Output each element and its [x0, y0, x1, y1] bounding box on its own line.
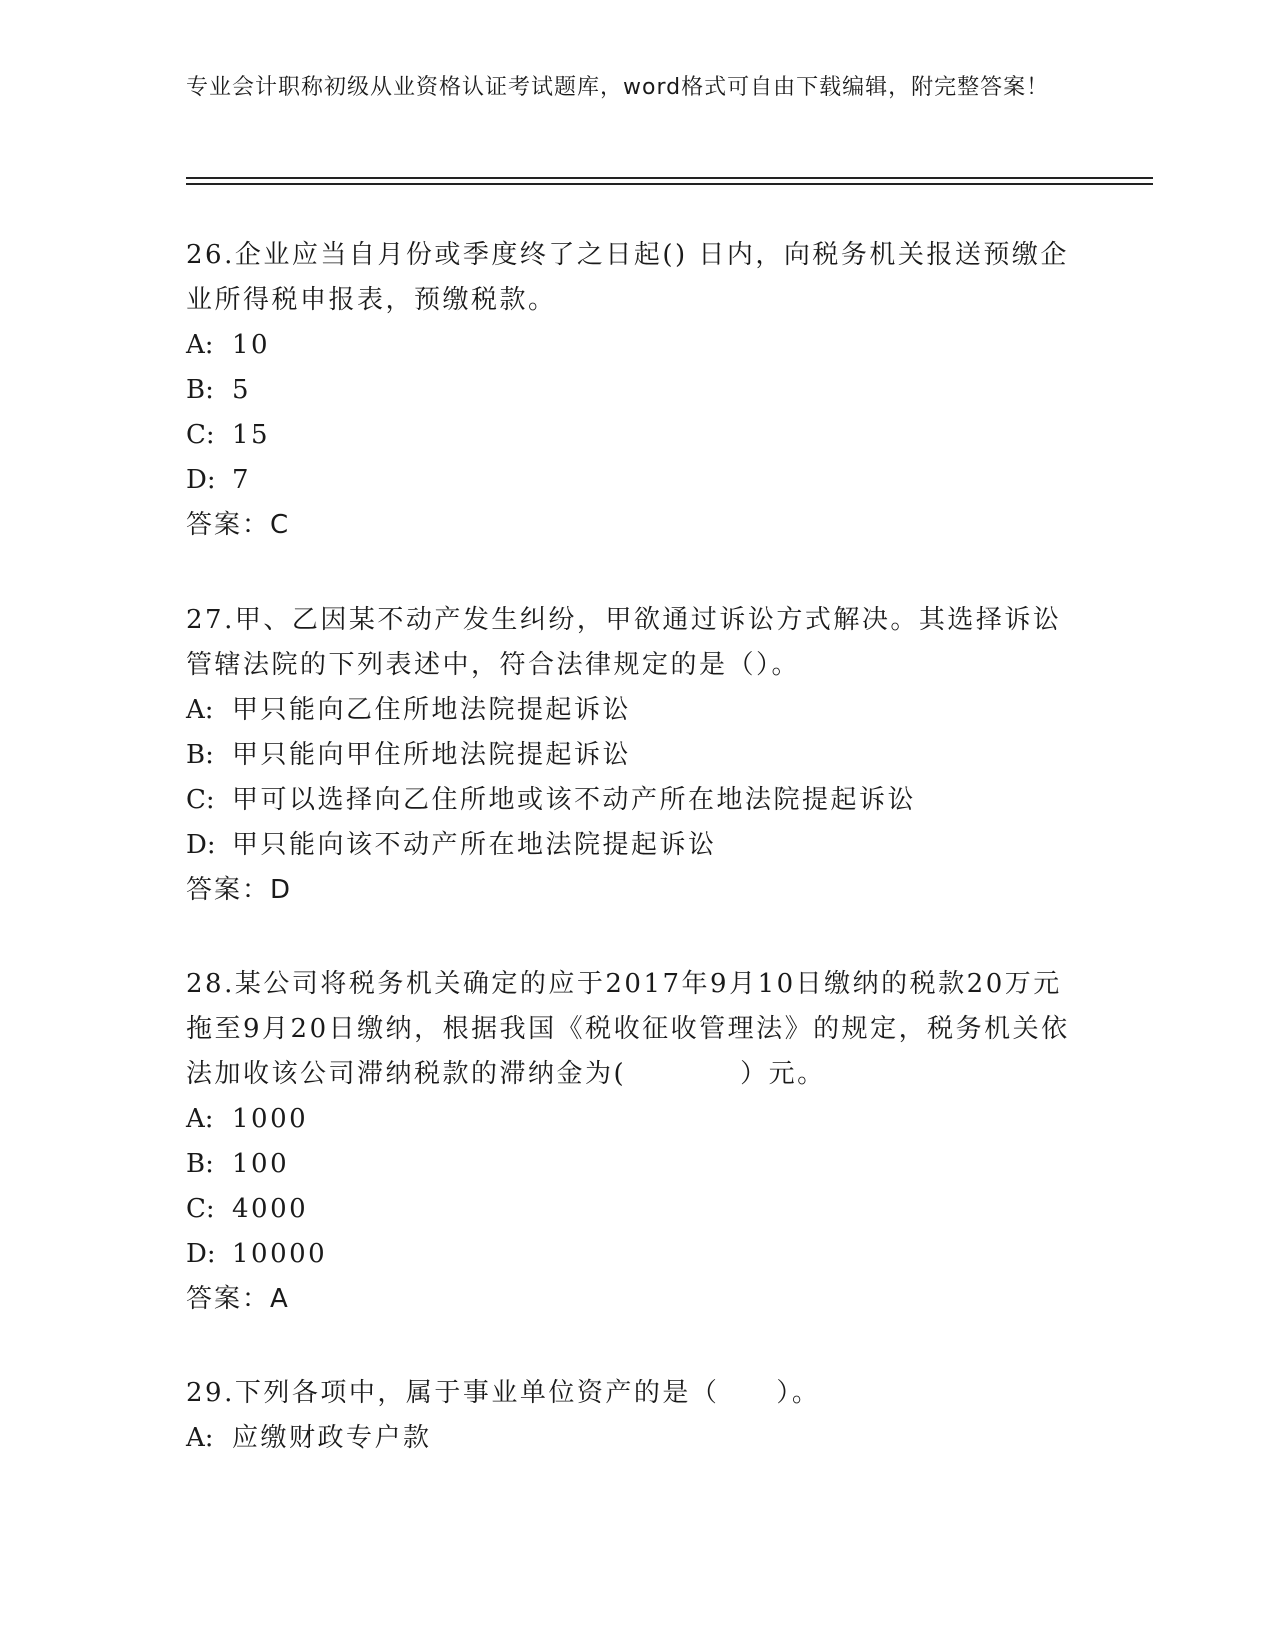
option-text: 4000: [232, 1194, 309, 1224]
header-rule-bottom: [186, 183, 1153, 185]
option-text: 100: [232, 1149, 290, 1179]
option-text: 5: [232, 375, 252, 405]
answer-label: 答案：: [186, 875, 271, 905]
option-a: [186, 1097, 1086, 1142]
option-c: [186, 413, 1086, 458]
option-b: [186, 733, 1086, 778]
question-text: 某公司将税务机关确定的应于2017年9月10日缴纳的税款20万元拖至9月20日缴纳，根据我国《税收征收管理法》的规定，税务机关依法加收该公司滞纳税款的滞纳金为( ）元。: [186, 969, 1070, 1089]
option-text: 1000: [232, 1104, 309, 1134]
option-text: 甲只能向乙住所地法院提起诉讼: [232, 695, 632, 725]
option-text: 15: [232, 420, 271, 450]
option-label: D:: [186, 465, 216, 495]
option-label: A:: [186, 1423, 214, 1453]
answer-label: 答案：: [186, 510, 271, 540]
option-d: [186, 1232, 1086, 1277]
answer-value: D: [270, 875, 291, 905]
option-text: 10: [232, 330, 271, 360]
option-label: A:: [186, 695, 214, 725]
question-29: [186, 1371, 1086, 1461]
header-rule-top: [186, 177, 1153, 179]
option-label: B:: [186, 375, 214, 405]
question-text: 甲、乙因某不动产发生纠纷，甲欲通过诉讼方式解决。其选择诉讼管辖法院的下列表述中，符合法律规定的是（）。: [186, 605, 1062, 680]
option-label: A:: [186, 1104, 214, 1134]
option-label: C:: [186, 1194, 215, 1224]
document-header: [186, 72, 1066, 104]
question-number: 27.: [186, 605, 235, 635]
question-text: 企业应当自月份或季度终了之日起() 日内，向税务机关报送预缴企业所得税申报表，预缴税款。: [186, 240, 1069, 315]
option-c: [186, 778, 1086, 823]
option-d: [186, 823, 1086, 868]
option-label: D:: [186, 830, 216, 860]
option-label: C:: [186, 785, 215, 815]
option-text: 甲可以选择向乙住所地或该不动产所在地法院提起诉讼: [232, 785, 917, 815]
header-text: 专业会计职称初级从业资格认证考试题库，word格式可自由下载编辑，附完整答案！: [186, 75, 1050, 100]
option-c: [186, 1187, 1086, 1232]
answer-line: [186, 868, 1086, 913]
option-text: 甲只能向该不动产所在地法院提起诉讼: [232, 830, 717, 860]
option-label: D:: [186, 1239, 216, 1269]
option-text: 10000: [232, 1239, 328, 1269]
answer-line: [186, 1277, 1086, 1322]
option-label: B:: [186, 740, 214, 770]
question-number: 29.: [186, 1378, 235, 1408]
option-text: 甲只能向甲住所地法院提起诉讼: [232, 740, 632, 770]
option-label: B:: [186, 1149, 214, 1179]
answer-value: C: [270, 510, 289, 540]
answer-value: A: [270, 1284, 288, 1314]
option-text: 应缴财政专户款: [232, 1423, 432, 1453]
question-27: [186, 598, 1086, 913]
question-26: [186, 233, 1086, 548]
option-text: 7: [232, 465, 252, 495]
option-b: [186, 1142, 1086, 1187]
option-b: [186, 368, 1086, 413]
option-a: [186, 1416, 1086, 1461]
question-number: 28.: [186, 969, 235, 999]
answer-line: [186, 503, 1086, 548]
question-28: [186, 962, 1086, 1322]
option-label: C:: [186, 420, 215, 450]
answer-label: 答案：: [186, 1284, 271, 1314]
question-text: 下列各项中，属于事业单位资产的是（ ）。: [234, 1378, 821, 1408]
option-a: [186, 688, 1086, 733]
option-d: [186, 458, 1086, 503]
option-label: A:: [186, 330, 214, 360]
option-a: [186, 323, 1086, 368]
question-number: 26.: [186, 240, 235, 270]
